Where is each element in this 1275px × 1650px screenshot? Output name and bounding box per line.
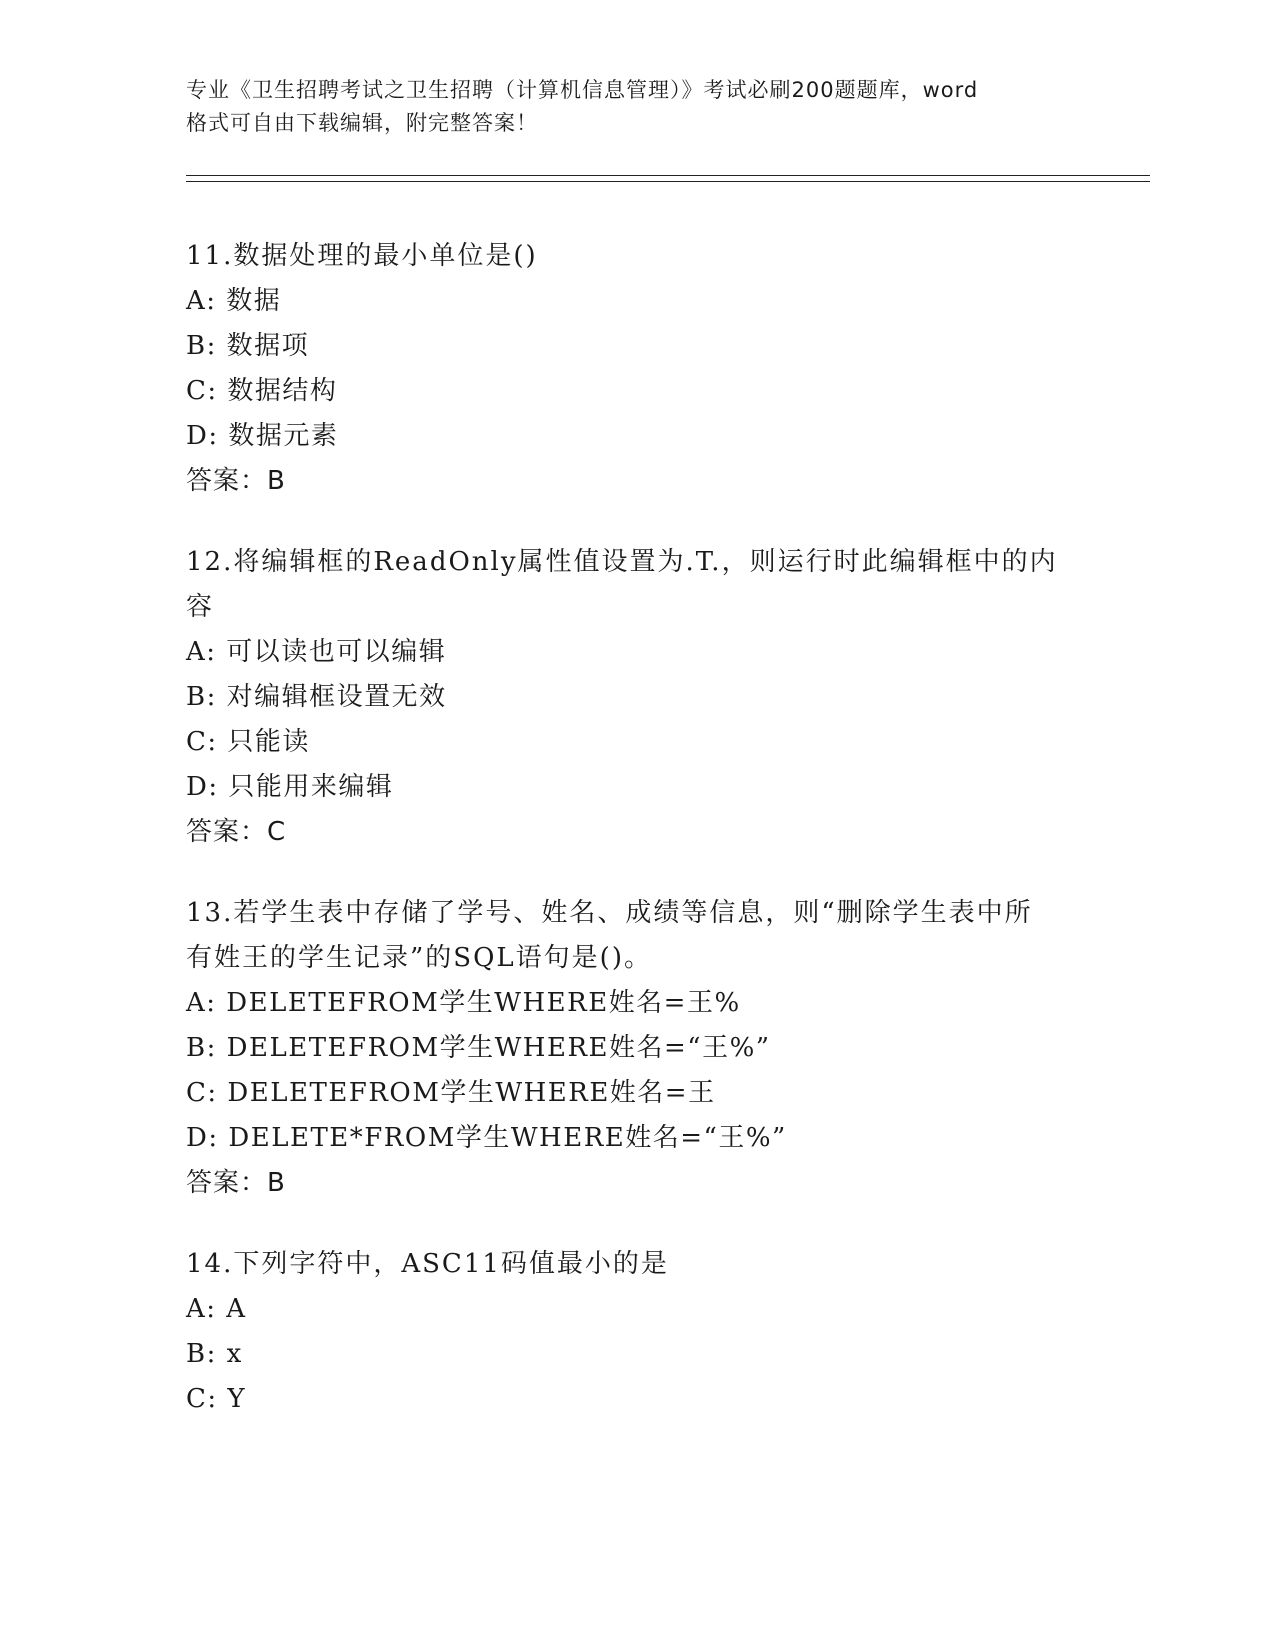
header-divider-top bbox=[186, 175, 1150, 176]
question-stem: 13.若学生表中存储了学号、姓名、成绩等信息，则“删除学生表中所 bbox=[186, 898, 1033, 928]
answer: 答案：B bbox=[186, 466, 286, 496]
option-d: D: 只能用来编辑 bbox=[186, 772, 394, 802]
option-a: A: DELETEFROM学生WHERE姓名=王% bbox=[186, 988, 741, 1018]
option-c: C: 数据结构 bbox=[186, 376, 338, 406]
option-b: B: x bbox=[186, 1339, 243, 1369]
option-d: D: 数据元素 bbox=[186, 421, 339, 451]
question-stem: 12.将编辑框的ReadOnly属性值设置为.T.，则运行时此编辑框中的内 bbox=[186, 547, 1058, 577]
header-line-2: 格式可自由下载编辑，附完整答案！ bbox=[186, 111, 538, 135]
option-b: B: DELETEFROM学生WHERE姓名=“王%” bbox=[186, 1033, 771, 1063]
question-14 bbox=[186, 1242, 1086, 1422]
question-stem-continued: 容 bbox=[186, 592, 215, 622]
option-a: A: A bbox=[186, 1294, 247, 1324]
option-a: A: 可以读也可以编辑 bbox=[186, 637, 447, 667]
option-d: D: DELETE*FROM学生WHERE姓名=“王%” bbox=[186, 1123, 787, 1153]
document-header bbox=[186, 74, 1086, 140]
question-stem-continued: 有姓王的学生记录”的SQL语句是()。 bbox=[186, 943, 652, 973]
option-c: C: Y bbox=[186, 1384, 247, 1414]
header-line-1: 专业《卫生招聘考试之卫生招聘（计算机信息管理）》考试必刷200题题库，word bbox=[186, 78, 979, 102]
answer: 答案：C bbox=[186, 817, 287, 847]
question-stem: 11.数据处理的最小单位是() bbox=[186, 241, 538, 271]
answer: 答案：B bbox=[186, 1168, 286, 1198]
question-13 bbox=[186, 891, 1086, 1206]
question-stem: 14.下列字符中，ASC11码值最小的是 bbox=[186, 1249, 669, 1279]
option-a: A: 数据 bbox=[186, 286, 282, 316]
option-b: B: 对编辑框设置无效 bbox=[186, 682, 447, 712]
question-list bbox=[186, 234, 1086, 1458]
header-divider-bottom bbox=[186, 181, 1150, 182]
question-12 bbox=[186, 540, 1086, 855]
question-11 bbox=[186, 234, 1086, 504]
option-b: B: 数据项 bbox=[186, 331, 310, 361]
option-c: C: DELETEFROM学生WHERE姓名=王 bbox=[186, 1078, 716, 1108]
option-c: C: 只能读 bbox=[186, 727, 310, 757]
